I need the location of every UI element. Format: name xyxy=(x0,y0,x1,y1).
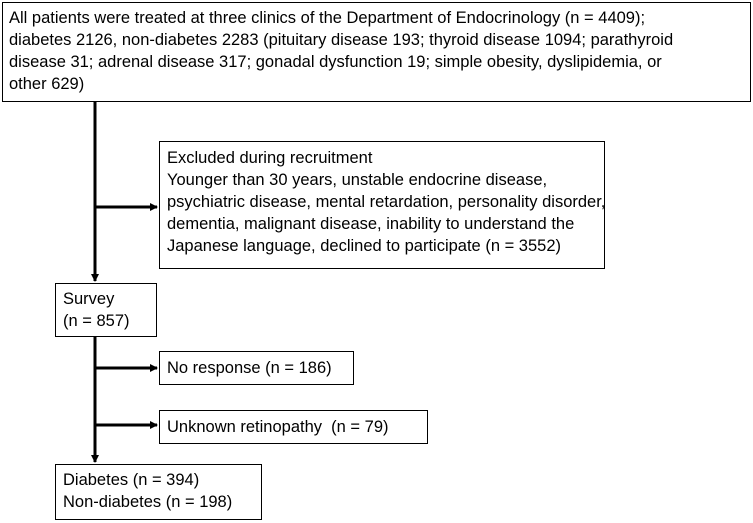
survey-line-1: Survey xyxy=(63,290,115,308)
survey-line-2: (n = 857) xyxy=(63,312,130,330)
no-response-box xyxy=(159,351,354,385)
final-line-diabetes: Diabetes (n = 394) xyxy=(63,471,200,489)
no-response-line-1: No response (n = 186) xyxy=(167,359,332,377)
all-patients-line-2: diabetes 2126, non-diabetes 2283 (pituitary disease 193; thyroid disease 1094; parathyroid xyxy=(9,31,674,49)
survey-box xyxy=(55,283,157,337)
all-patients-line-1: All patients were treated at three clinics of the Department of Endocrinology (n = 4409); xyxy=(9,9,646,27)
excluded-line-1: Excluded during recruitment xyxy=(167,149,373,167)
final-line-non-diabetes: Non-diabetes (n = 198) xyxy=(63,493,233,511)
all-patients-line-4: other 629) xyxy=(9,75,85,93)
unknown-retinopathy-box xyxy=(159,410,428,444)
excluded-box xyxy=(159,141,605,269)
excluded-line-4: dementia, malignant disease, inability to understand the xyxy=(167,215,575,233)
final-cohort-box xyxy=(55,464,262,520)
all-patients-line-3: disease 31; adrenal disease 317; gonadal dysfunction 19; simple obesity, dyslipidemia, or xyxy=(9,53,662,71)
excluded-line-2: Younger than 30 years, unstable endocrine disease, xyxy=(167,171,548,189)
all-patients-box xyxy=(2,2,751,102)
excluded-line-3: psychiatric disease, mental retardation, personality disorder, xyxy=(167,193,606,211)
excluded-line-5: Japanese language, declined to participate (n = 3552) xyxy=(167,237,561,255)
unknown-retinopathy-line-1: Unknown retinopathy (n = 79) xyxy=(167,418,389,436)
